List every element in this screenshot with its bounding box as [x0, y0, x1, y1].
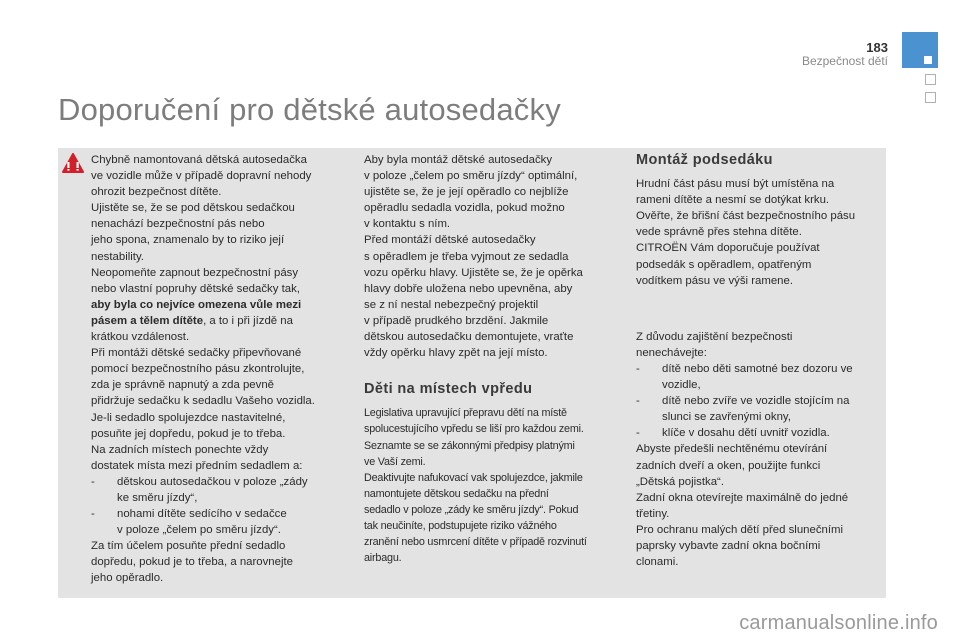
- text-line: vozu opěrku hlavy. Ujistěte se, že je opěrka: [364, 266, 583, 279]
- text-line: dětskou autosedačku demontujete, vraťte: [364, 331, 574, 344]
- text-line: „Dětská pojistka“.: [636, 475, 724, 488]
- page-marker-icon: [925, 74, 936, 85]
- text-line: Deaktivujte nafukovací vak spolujezdce, jakmile: [364, 471, 583, 484]
- text-line: jeho spona, znamenalo by to riziko její: [91, 234, 285, 247]
- page-marker-icon: [925, 92, 936, 103]
- text-line: dostatek místa mezi předním sedadlem a:: [91, 459, 303, 472]
- text-line: Pro ochranu malých dětí před slunečními: [636, 523, 844, 536]
- text-line: ohrozit bezpečnost dítěte.: [91, 186, 222, 199]
- text-line: zda je správně napnutý a zda pevně: [91, 379, 275, 392]
- text: , a to i při jízdě na: [203, 314, 293, 327]
- text-line: ujistěte se, že je její opěradlo co nejblíže: [364, 186, 569, 199]
- list-item-continued: v poloze „čelem po směru jízdy“.: [117, 524, 281, 537]
- list-item: - nohami dítěte sedícího v sedačce: [91, 508, 287, 521]
- text-line: nebo vlastní popruhy dětské sedačky tak,: [91, 282, 300, 295]
- text-line: CITROËN Vám doporučuje používat: [636, 242, 820, 255]
- list-item: - dítě nebo děti samotné bez dozoru ve: [636, 362, 853, 375]
- column-booster-text: [636, 152, 876, 570]
- text-line: vede správně přes stehna dítěte.: [636, 226, 802, 239]
- text-line: Aby byla montáž dětské autosedačky: [364, 154, 553, 166]
- text-line: paprsky vybavte zadní okna bočními: [636, 539, 821, 552]
- text-line: pomocí bezpečnostního pásu zkontrolujte,: [91, 363, 305, 376]
- warning-icon: [62, 153, 84, 173]
- text-line: Zadní okna otevírejte maximálně do jedné: [636, 491, 849, 504]
- list-item-continued: vozidle,: [662, 379, 701, 392]
- text-line: vždy opěrku hlavy zpět na její místo.: [364, 347, 548, 360]
- text-line: hlavy dobře uložena nebo upevněna, aby: [364, 282, 573, 295]
- text-line: nenechávejte:: [636, 346, 707, 359]
- list-item: - klíče v dosahu dětí uvnitř vozidla.: [636, 427, 830, 440]
- text-line: Abyste předešli nechtěnému otevírání: [636, 443, 828, 456]
- text-line: Za tím účelem posuňte přední sedadlo: [91, 540, 286, 553]
- text-line: Legislativa upravující přepravu dětí na místě: [364, 407, 567, 420]
- text-line: vodítkem pásu ve výši ramene.: [636, 274, 794, 287]
- column-headrest-text: [364, 152, 614, 566]
- section-title: Bezpečnost dětí: [801, 54, 888, 68]
- text-line: ve vozidle může v případě dopravní nehody: [91, 170, 312, 183]
- text-line: opěradlu sedadla vozidla, pokud možno: [364, 202, 565, 215]
- text-line: jeho opěradlo.: [91, 572, 164, 585]
- column-warning-text: [91, 152, 327, 587]
- text-line: clonami.: [636, 556, 679, 569]
- text-line: Je-li sedadlo spolujezdce nastavitelné,: [91, 411, 286, 424]
- text-line: namontujete dětskou sedačku na přední: [364, 487, 549, 500]
- text-line: posuňte jej dopředu, pokud je to třeba.: [91, 427, 286, 440]
- bold-text-line: aby byla co nejvíce omezena vůle mezi: [91, 298, 302, 311]
- text-line: nenachází bezpečnostní pás nebo: [91, 218, 265, 231]
- text-line: Chybně namontovaná dětská autosedačka: [91, 154, 307, 166]
- text-line: spolucestujícího vpředu se liší pro každou zemi.: [364, 423, 584, 436]
- text-line: Seznamte se se zákonnými předpisy platnými: [364, 439, 575, 452]
- text-line: zranění nebo usmrcení dítěte v případě rozvinutí: [364, 536, 587, 549]
- text-line: [91, 313, 327, 329]
- text-line: Při montáži dětské sedačky připevňované: [91, 347, 302, 360]
- list-item: - dítě nebo zvíře ve vozidle stojícím na: [636, 395, 850, 408]
- text-line: Hrudní část pásu musí být umístěna na: [636, 178, 835, 191]
- watermark: carmanualsonline.info: [739, 612, 938, 634]
- bold-text: pásem a tělem dítěte: [91, 314, 204, 327]
- text-line: Ověřte, že břišní část bezpečnostního pásu: [636, 210, 856, 223]
- text-line: tak neučiníte, podstupujete riziko vážného: [364, 519, 557, 532]
- list-item-continued: ke směru jízdy“,: [117, 491, 198, 504]
- chapter-tab-icon: [902, 32, 938, 68]
- list-item-continued: slunci se zavřenými okny,: [662, 411, 791, 424]
- section-heading: Montáž podsedáku: [636, 152, 773, 168]
- text-line: rameni dítěte a nesmí se dotýkat krku.: [636, 194, 830, 207]
- text-line: Neopomeňte zapnout bezpečnostní pásy: [91, 266, 299, 279]
- page-number: 183: [866, 40, 888, 55]
- text-line: Z důvodu zajištění bezpečnosti: [636, 330, 793, 343]
- text-line: Před montáží dětské autosedačky: [364, 234, 536, 247]
- list-item: - dětskou autosedačkou v poloze „zády: [91, 475, 308, 488]
- text-line: v kontaktu s ním.: [364, 218, 451, 231]
- text-line: sedadlo v poloze „zády ke směru jízdy“. Pokud: [364, 503, 579, 516]
- page-title: Doporučení pro dětské autosedačky: [58, 92, 561, 127]
- text-line: dopředu, pokud je to třeba, a narovnejte: [91, 556, 294, 569]
- text-line: v poloze „čelem po směru jízdy“ optimální,: [364, 170, 578, 183]
- text-line: Na zadních místech ponechte vždy: [91, 443, 269, 456]
- text-line: s opěradlem je třeba vyjmout ze sedadla: [364, 250, 569, 263]
- text-line: zadních dveří a oken, použijte funkci: [636, 459, 821, 472]
- text-line: se z ní nestal nebezpečný projektil: [364, 298, 539, 311]
- section-heading: Děti na místech vpředu: [364, 381, 533, 398]
- text-line: nestability.: [91, 250, 144, 263]
- text-line: podsedák s opěradlem, opatřeným: [636, 258, 812, 271]
- text-line: airbagu.: [364, 552, 402, 565]
- text-line: přidržuje sedačku k sedadlu Vašeho vozidla.: [91, 395, 315, 408]
- text-line: ve Vaší zemi.: [364, 455, 426, 468]
- text-line: v případě prudkého brzdění. Jakmile: [364, 314, 549, 327]
- text-line: Ujistěte se, že se pod dětskou sedačkou: [91, 202, 295, 215]
- text-line: třetiny.: [636, 507, 670, 520]
- text-line: krátkou vzdálenost.: [91, 331, 190, 344]
